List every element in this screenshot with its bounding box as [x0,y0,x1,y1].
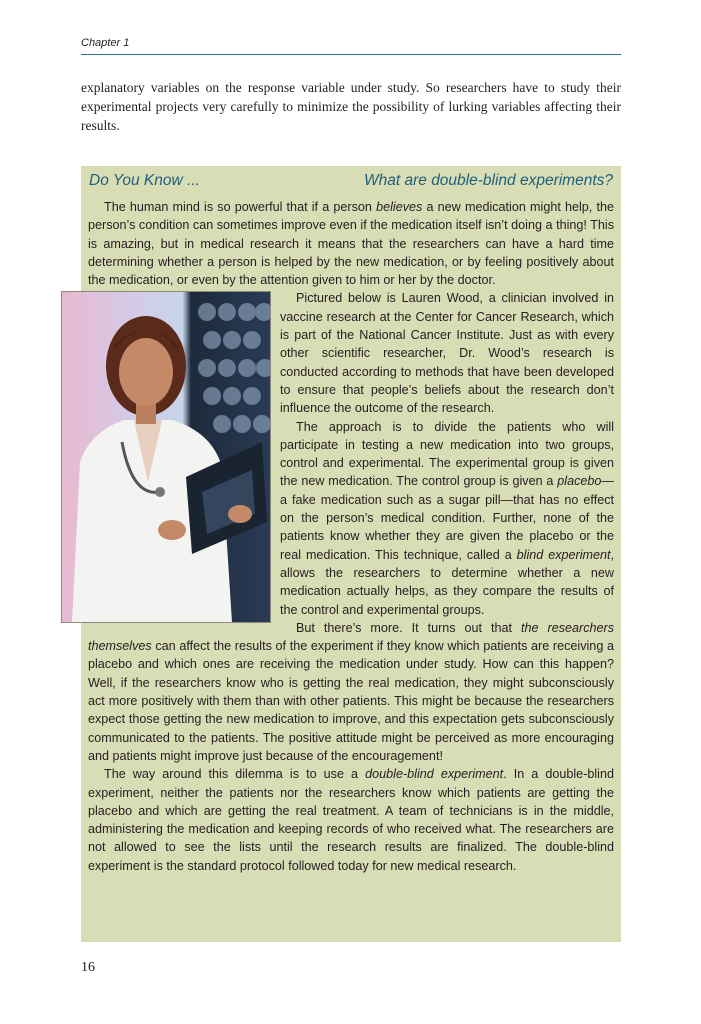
doctor-illustration [62,292,270,622]
header-rule [81,54,621,55]
box-title-left: Do You Know ... [89,172,200,189]
p4-text-c: can affect the results of the experiment if they know which patients are receiving a placebo and which ones are receiving the medication under study. How can this happen? Well, if the researchers know who is getting the real medication, they might subconsciously act more positively with them than with other patients. This might be because the researchers expect those getting the new medication to improve, and this expectation gets subconsciously communicated to the patients. The positive attitude might be perceived as more encouraging and patients might improve just because of the encouragement! [88,639,614,763]
box-body [88,198,614,875]
photo-doctor-xray [61,291,271,623]
sidebar-box [81,166,621,942]
p4-emphasis: the researchers themselves [88,620,615,654]
paragraph-5 [88,765,614,875]
p5-text-c: . In a double-blind experiment, neither the patients nor the researchers know which patients are getting the placebo and which are getting the real treatment. A team of technicians is in the middle, administering the medication and keeping records of who received what. The researchers are not allowed to see the lists until the research results are finalized. The double-blind experiment is the standard protocol followed today for new medical research. [88,767,614,873]
box-title [89,172,613,190]
p3-emphasis-blind: blind experiment [516,547,611,562]
paragraph-4 [88,619,614,765]
box-title-right: What are double-blind experiments? [364,172,613,189]
p3-text-a: The approach is to divide the patients who will participate in testing a new medication into two groups, control and experimental. The experimental group is given the new medication. The control group is given a [280,419,614,489]
p1-text-a: The human mind is so powerful that if a person [104,200,377,214]
p1-emphasis: believes [376,200,423,214]
p5-emphasis: double-blind experiment [365,767,504,782]
p4-text-a: But there’s more. It turns out that [296,620,522,635]
p3-text-e: , allows the researchers to determine whether a new medication actually helps, as they compare the results of the control and experimental groups. [280,547,614,617]
p3-text-c: —a fake medication such as a sugar pill—that has no effect on the person’s medical condition. Further, none of the patients know whether they are given the placebo or the real medication. This technique, called a [280,474,614,562]
paragraph-2 [88,289,614,417]
paragraph-1 [88,198,614,289]
intro-paragraph: explanatory variables on the response variable under study. So researchers have to study their experimental projects very carefully to minimize the possibility of lurking variables affecting their results. [81,80,621,133]
chapter-header: Chapter 1 [81,37,130,49]
p3-emphasis-placebo: placebo [557,474,602,489]
p1-text-c: a new medication might help, the person’s condition can sometimes improve even if the medication itself isn’t doing a thing! This is amazing, but in medical research it means that the researchers can have a hard time determining whether a person is helped by the new medication, or by feeling positively about the medication, or even by the attention given to him or her by the doctor. [88,200,614,288]
p5-text-a: The way around this dilemma is to use a [104,767,366,782]
p2-text: Pictured below is Lauren Wood, a clinician involved in vaccine research at the Center for Cancer Research, which is part of the National Cancer Institute. Just as with every other scientific researcher, Dr. Wood’s research is conducted according to methods that have been developed to ensure that people’s beliefs about the research don’t influence the outcome of the research. [280,291,614,416]
page-number: 16 [81,960,95,975]
